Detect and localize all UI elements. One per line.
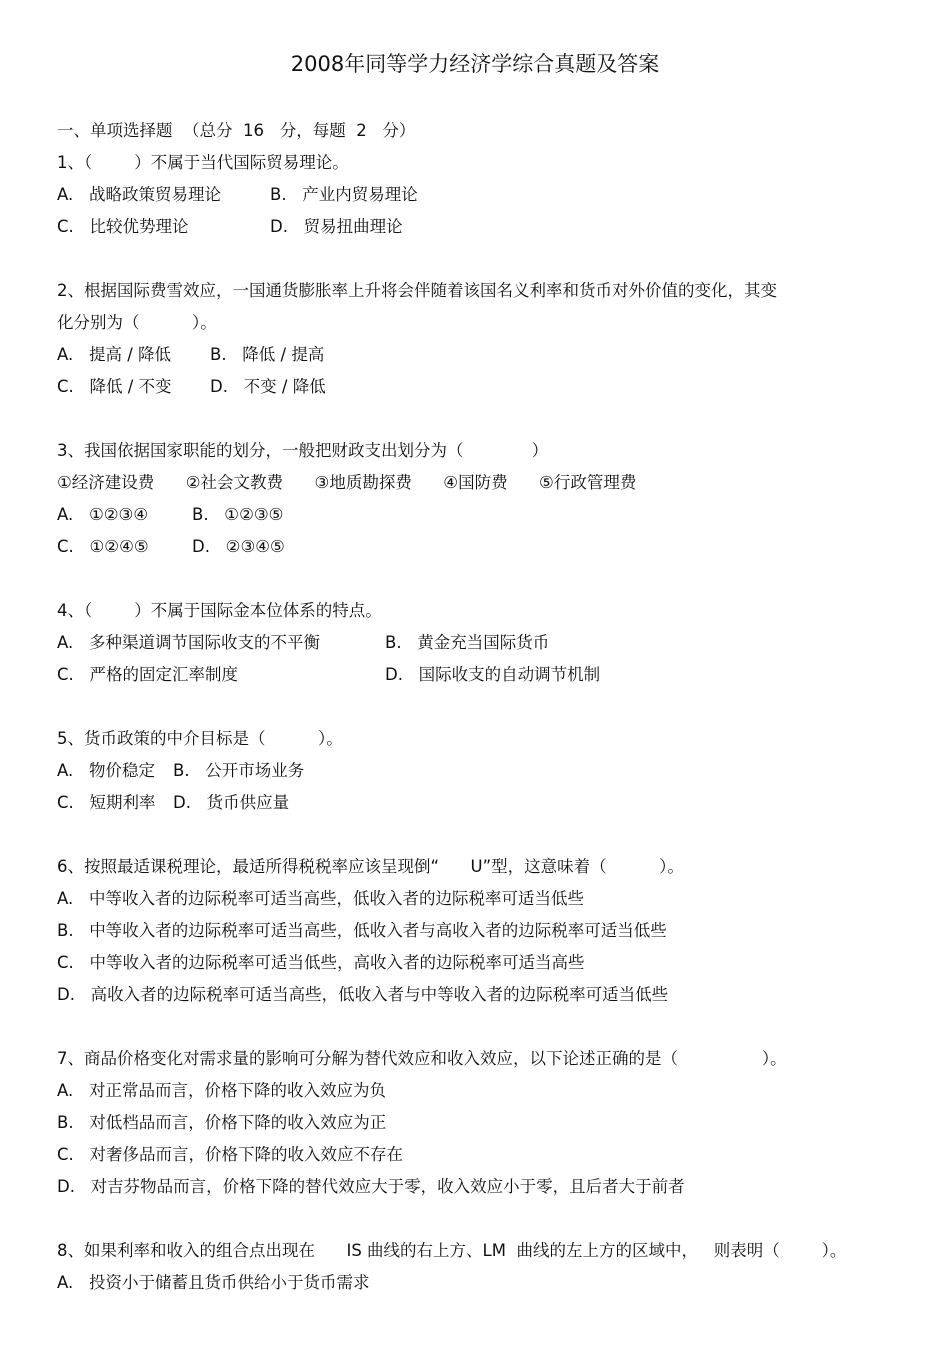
question-6-option-c: C. 中等收入者的边际税率可适当低些，高收入者的边际税率可适当高些 [57,953,585,972]
question-6-stem: 6、按照最适课税理论，最适所得税税率应该呈现倒“ U”型，这意味着（ ）。 [57,857,684,876]
question-2-stem-line-2: 化分别为（ ）。 [57,313,217,332]
question-1-stem: 1、（ ）不属于当代国际贸易理论。 [57,153,349,172]
question-3-option-a: A. ①②③④ [57,505,149,524]
question-7-stem: 7、商品价格变化对需求量的影响可分解为替代效应和收入效应，以下论述正确的是（ ）。 [57,1049,787,1068]
question-7-option-a: A. 对正常品而言，价格下降的收入效应为负 [57,1081,386,1100]
question-5-option-b: B. 公开市场业务 [173,761,305,780]
question-1-option-c: C. 比较优势理论 [57,217,189,236]
question-2-option-a: A. 提高 / 降低 [57,345,172,364]
section-heading: 一、单项选择题 （总分 16 分，每题 2 分） [57,121,416,140]
question-7-option-d: D. 对吉芬物品而言，价格下降的替代效应大于零，收入效应小于零，且后者大于前者 [57,1177,685,1196]
question-6-option-d: D. 高收入者的边际税率可适当高些，低收入者与中等收入者的边际税率可适当低些 [57,985,669,1004]
question-4-option-c: C. 严格的固定汇率制度 [57,665,239,684]
question-2-option-b: B. 降低 / 提高 [210,345,325,364]
question-7-option-b: B. 对低档品而言，价格下降的收入效应为正 [57,1113,387,1132]
question-5-stem: 5、货币政策的中介目标是（ ）。 [57,729,343,748]
question-4-option-a: A. 多种渠道调节国际收支的不平衡 [57,633,320,652]
question-1-option-a: A. 战略政策贸易理论 [57,185,221,204]
question-3-option-d: D. ②③④⑤ [192,537,285,556]
question-3-stem: 3、我国依据国家职能的划分，一般把财政支出划分为（ ） [57,441,549,460]
question-2-stem-line-1: 2、根据国际费雪效应，一国通货膨胀率上升将会伴随着该国名义利率和货币对外价值的变化，其变 [57,281,777,300]
question-8-stem: 8、如果利率和收入的组合点出现在 IS 曲线的右上方、LM 曲线的左上方的区域中， 则表明（ ）。 [57,1241,847,1260]
question-3-items: ①经济建设费 ②社会文教费 ③地质勘探费 ④国防费 ⑤行政管理费 [57,473,637,492]
question-1-option-b: B. 产业内贸易理论 [270,185,418,204]
question-4-stem: 4、（ ）不属于国际金本位体系的特点。 [57,601,382,620]
page-title: 2008年同等学力经济学综合真题及答案 [290,52,660,76]
question-4-option-d: D. 国际收支的自动调节机制 [385,665,601,684]
question-7-option-c: C. 对奢侈品而言，价格下降的收入效应不存在 [57,1145,404,1164]
question-5-option-c: C. 短期利率 [57,793,156,812]
question-5-option-a: A. 物价稳定 [57,761,155,780]
question-6-option-b: B. 中等收入者的边际税率可适当高些，低收入者与高收入者的边际税率可适当低些 [57,921,667,940]
question-4-option-b: B. 黄金充当国际货币 [385,633,550,652]
question-5-option-d: D. 货币供应量 [173,793,290,812]
question-2-option-c: C. 降低 / 不变 [57,377,172,396]
question-1-option-d: D. 贸易扭曲理论 [270,217,403,236]
question-3-option-c: C. ①②④⑤ [57,537,149,556]
question-8-option-a: A. 投资小于储蓄且货币供给小于货币需求 [57,1273,370,1292]
question-2-option-d: D. 不变 / 降低 [210,377,326,396]
question-6-option-a: A. 中等收入者的边际税率可适当高些，低收入者的边际税率可适当低些 [57,889,584,908]
question-3-option-b: B. ①②③⑤ [192,505,284,524]
